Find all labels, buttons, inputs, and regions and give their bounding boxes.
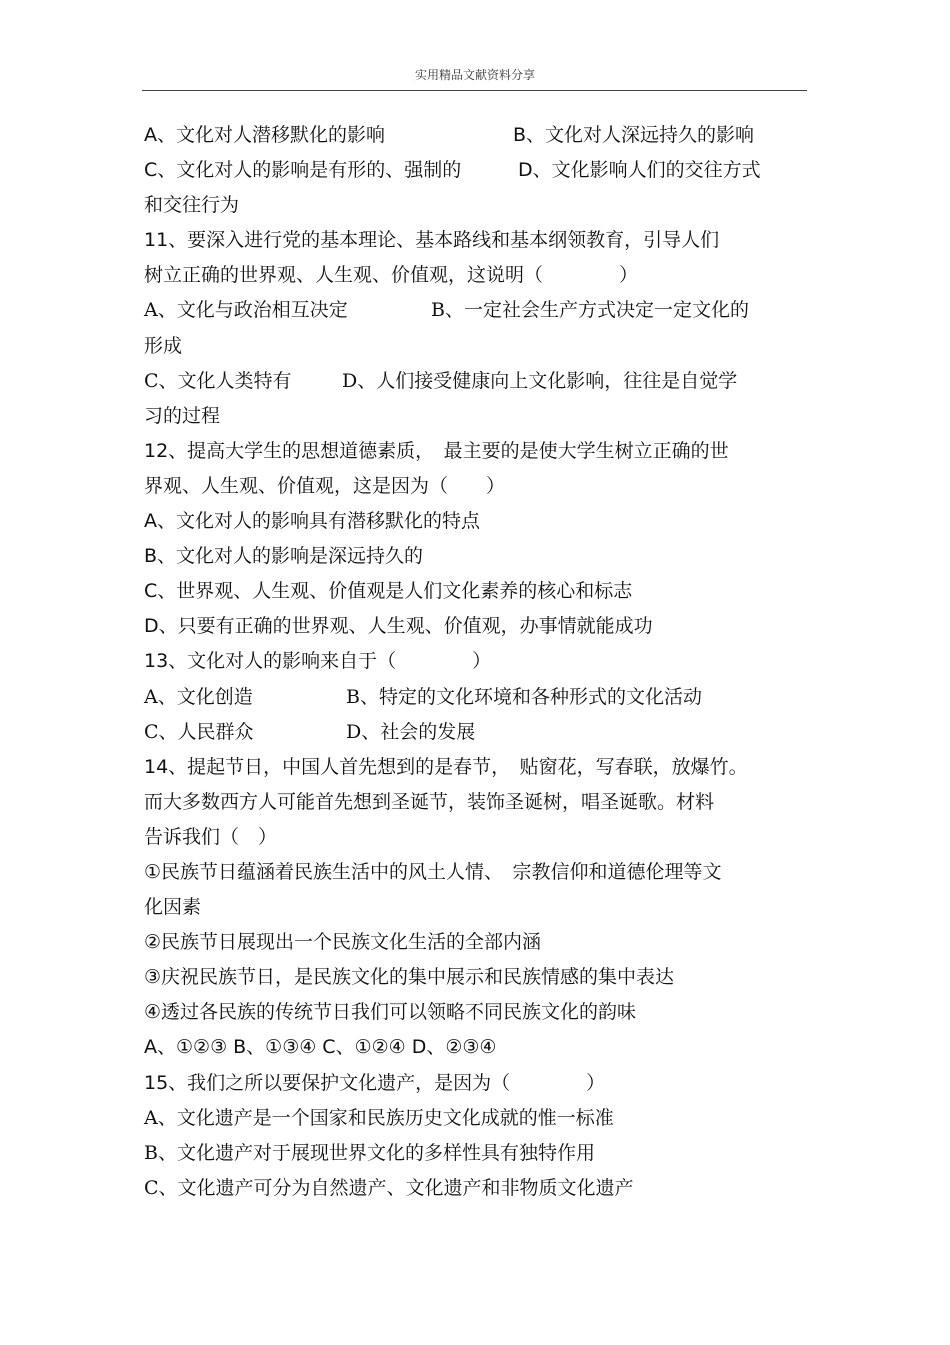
question-11: 11、要深入进行党的基本理论、基本路线和基本纲领教育，引导人们 [144,229,720,252]
option-b: B、文化对人深远持久的影响 [513,124,755,146]
text-line [144,118,809,153]
option-c: C、文化遗产可分为自然遗产、文化遗产和非物质文化遗产 [144,1176,634,1199]
page-header: 实用精品文献资料分享 [414,68,535,82]
document-body [144,118,809,1206]
option-b: B、一定社会生产方式决定一定文化的 [431,299,749,322]
option-c: C、文化对人的影响是有形的、强制的 [144,159,462,182]
text-line: 习的过程 [144,404,221,427]
statement-3: ③庆祝民族节日，是民族文化的集中展示和民族情感的集中表达 [144,966,675,989]
text-line [144,680,809,715]
text-line: 化因素 [144,896,202,919]
text-line [144,364,809,399]
option-a: A、文化对人的影响具有潜移默化的特点 [144,510,480,533]
option-a: A、文化与政治相互决定 [144,299,348,322]
option-c: C、人民群众 [144,720,254,743]
text-line: 和交往行为 [144,194,240,217]
header-divider [142,90,807,91]
option-a: A、文化对人潜移默化的影响 [144,124,385,146]
option-a: A、文化创造 [144,685,253,708]
text-line [144,293,809,328]
statement-4: ④透过各民族的传统节日我们可以领略不同民族文化的韵味 [144,1001,637,1024]
option-b: B、文化遗产对于展现世界文化的多样性具有独特作用 [144,1141,595,1164]
question-12: 12、提高大学生的思想道德素质， 最主要的是使大学生树立正确的世 [144,439,729,462]
option-c: C、文化人类特有 [144,369,292,392]
statement-1: ①民族节日蕴涵着民族生活中的风土人情、 宗教信仰和道德伦理等文 [144,860,722,883]
option-c: C、世界观、人生观、价值观是人们文化素养的核心和标志 [144,580,633,603]
text-line [144,715,809,750]
text-line: 形成 [144,334,183,357]
answer-options: A、①②③ B、①③④ C、①②④ D、②③④ [144,1036,497,1059]
statement-2: ②民族节日展现出一个民族文化生活的全部内涵 [144,931,542,954]
text-line: 树立正确的世界观、人生观、价值观，这说明（ ） [144,264,639,287]
question-15: 15、我们之所以要保护文化遗产，是因为（ ） [144,1071,606,1094]
option-d: D、社会的发展 [346,720,476,743]
text-line: 界观、人生观、价值观，这是因为（ ） [144,474,506,497]
option-b: B、文化对人的影响是深远持久的 [144,545,424,568]
option-d: D、只要有正确的世界观、人生观、价值观，办事情就能成功 [144,615,653,638]
option-d: D、人们接受健康向上文化影响，往往是自觉学 [342,369,738,392]
option-d: D、文化影响人们的交往方式 [518,159,761,182]
text-line: 而大多数西方人可能首先想到圣诞节，装饰圣诞树，唱圣诞歌。材料 [144,790,715,813]
question-13: 13、文化对人的影响来自于（ ） [144,650,492,673]
question-14: 14、提起节日，中国人首先想到的是春节， 贴窗花，写春联，放爆竹。 [144,755,748,778]
option-b: B、特定的文化环境和各种形式的文化活动 [346,685,702,708]
option-a: A、文化遗产是一个国家和民族历史文化成就的惟一标准 [144,1106,614,1129]
text-line [144,153,809,188]
text-line: 告诉我们（ ） [144,825,278,848]
